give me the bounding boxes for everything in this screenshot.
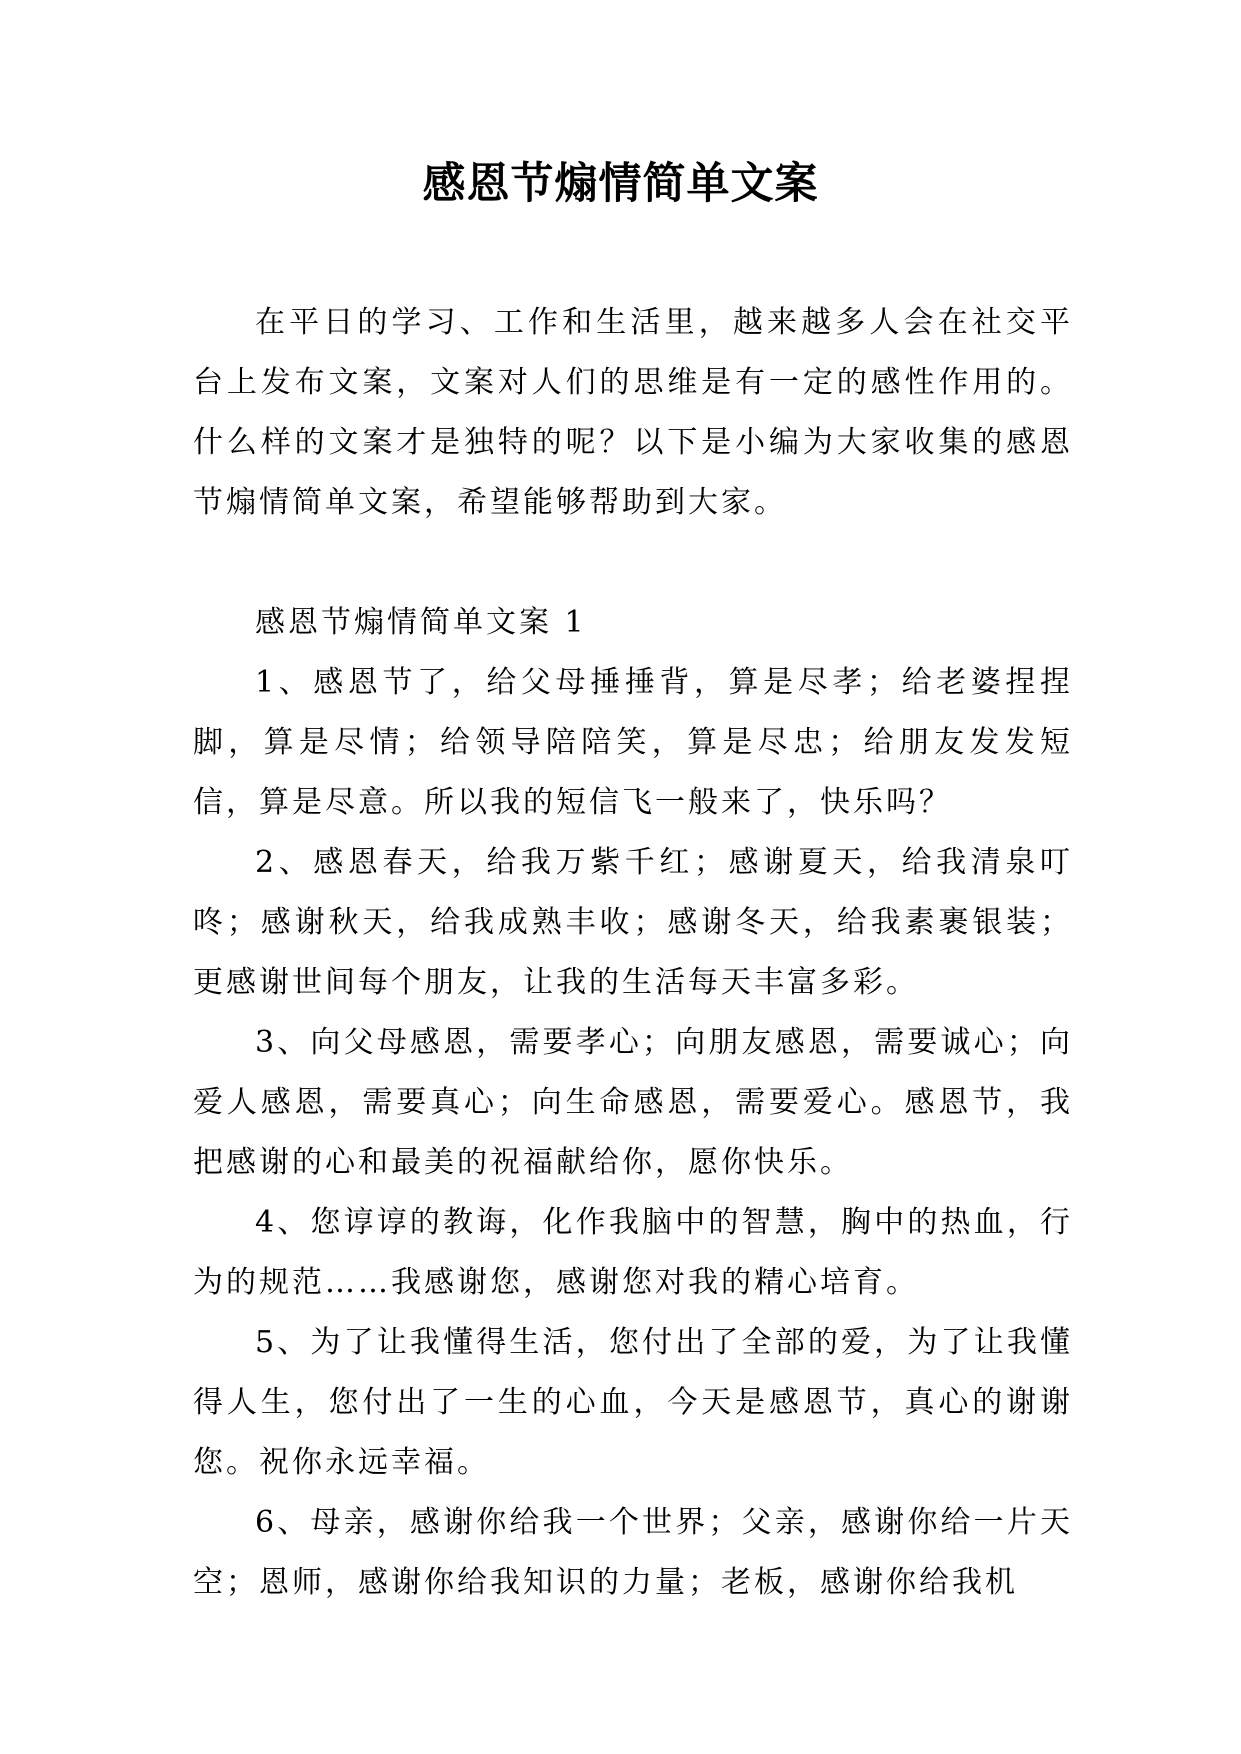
list-item: 5、为了让我懂得生活，您付出了全部的爱，为了让我懂得人生，您付出了一生的心血，今天是感恩节，真心的谢谢您。祝你永远幸福。 — [193, 1325, 1073, 1480]
document-title: 感恩节煽情简单文案 — [422, 159, 819, 209]
document-body — [193, 293, 1073, 1613]
list-item: 6、母亲，感谢你给我一个世界；父亲，感谢你给一片天空；恩师，感谢你给我知识的力量；老板，感谢你给我机 — [193, 1505, 1073, 1600]
list-item: 4、您谆谆的教诲，化作我脑中的智慧，胸中的热血，行为的规范……我感谢您，感谢您对我的精心培育。 — [193, 1205, 1073, 1300]
list-item: 2、感恩春天，给我万紫千红；感谢夏天，给我清泉叮咚；感谢秋天，给我成熟丰收；感谢冬天，给我素裹银装；更感谢世间每个朋友，让我的生活每天丰富多彩。 — [193, 845, 1073, 1000]
section-heading: 感恩节煽情简单文案 1 — [255, 605, 587, 640]
list-item: 1、感恩节了，给父母捶捶背，算是尽孝；给老婆捏捏脚，算是尽情；给领导陪陪笑，算是尽忠；给朋友发发短信，算是尽意。所以我的短信飞一般来了，快乐吗？ — [193, 665, 1073, 820]
intro-paragraph: 在平日的学习、工作和生活里，越来越多人会在社交平台上发布文案，文案对人们的思维是有一定的感性作用的。什么样的文案才是独特的呢？以下是小编为大家收集的感恩节煽情简单文案，希望能够帮助到大家。 — [193, 305, 1073, 520]
list-item: 3、向父母感恩，需要孝心；向朋友感恩，需要诚心；向爱人感恩，需要真心；向生命感恩，需要爱心。感恩节，我把感谢的心和最美的祝福献给你，愿你快乐。 — [193, 1025, 1073, 1180]
